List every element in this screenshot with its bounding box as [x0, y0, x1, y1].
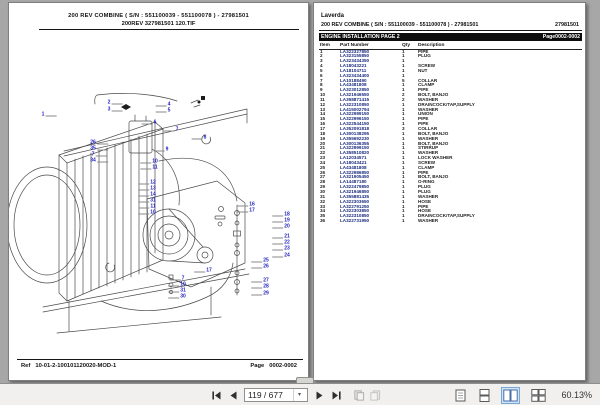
cell-part-number[interactable]: LA10188490: [340, 78, 367, 83]
cell-description: WASHER: [418, 151, 439, 156]
cell-description: PLUG: [418, 185, 431, 190]
parts-table-wrap: [319, 43, 582, 224]
diagram-callout[interactable]: 19: [284, 217, 290, 224]
cell-qty: 3: [402, 127, 405, 131]
cell-description: PIPE: [418, 204, 429, 209]
cell-part-number[interactable]: LA322310850: [340, 102, 370, 107]
cell-part-number[interactable]: LA322327850: [340, 49, 370, 54]
cell-part-number[interactable]: LA323434350: [340, 59, 370, 64]
cell-qty: 1: [402, 165, 405, 170]
cell-qty: 1: [402, 185, 405, 190]
col-qty: Qty: [401, 43, 417, 50]
diagram-callout[interactable]: 11: [152, 164, 158, 171]
cell-qty: 1: [402, 122, 405, 127]
layout-continuous-button[interactable]: [477, 387, 492, 404]
cell-qty: 1: [402, 194, 405, 199]
previous-view-button[interactable]: [353, 389, 365, 401]
diagram-callout[interactable]: 20: [284, 223, 290, 230]
cell-description: HOSE: [418, 209, 432, 214]
diagram-callout[interactable]: 12: [150, 179, 156, 186]
cell-qty: 1: [402, 112, 405, 117]
diagram-callout[interactable]: 7: [175, 126, 179, 133]
cell-part-number[interactable]: LA300136355: [340, 141, 370, 146]
diagram-callout[interactable]: 5: [167, 107, 171, 114]
left-page-footer: [21, 363, 297, 369]
cell-part-number[interactable]: LA321946850: [340, 189, 370, 194]
cell-part-number[interactable]: LA322731950: [340, 219, 370, 224]
cell-part-number[interactable]: LA322544150: [340, 122, 370, 127]
page-dropdown-caret[interactable]: ▾: [293, 389, 305, 401]
cell-item: 7: [320, 78, 323, 83]
cell-qty: 5: [402, 78, 405, 83]
cell-item: 32: [320, 199, 326, 204]
cell-part-number[interactable]: LA43481808: [340, 83, 367, 88]
cell-part-number[interactable]: LA300138295: [340, 131, 370, 136]
cell-item: 29: [320, 185, 326, 190]
cell-part-number[interactable]: LA355692230: [340, 136, 370, 141]
left-page-subtitle: 200REV 327981501 120.TIF: [121, 20, 196, 27]
cell-description: CLAMP: [418, 83, 435, 88]
cell-item: 14: [320, 112, 326, 117]
col-item: Item: [319, 43, 339, 50]
page-number-box: [244, 388, 308, 402]
cell-part-number[interactable]: LA322986850: [340, 170, 370, 175]
cell-description: PIPE: [418, 117, 429, 122]
col-description: Description: [417, 43, 582, 50]
page-left-diagram: [8, 2, 309, 381]
diagram-callout[interactable]: 17: [249, 207, 255, 214]
cell-qty: 1: [402, 136, 405, 141]
diagram-callout[interactable]: 28: [263, 283, 269, 290]
page-number-input[interactable]: [245, 389, 293, 401]
cell-description: BOLT, BANJO: [418, 141, 449, 146]
diagram-callout[interactable]: 10: [150, 209, 156, 216]
cell-description: BOLT, BANJO: [418, 93, 449, 98]
cell-description: BOLT, BANJO: [418, 175, 449, 180]
cell-part-number[interactable]: LA323155850: [340, 54, 370, 59]
cell-qty: 1: [402, 156, 405, 161]
diagram-callout[interactable]: 7: [181, 275, 185, 282]
cell-item: 33: [320, 204, 326, 209]
cell-item: 8: [320, 83, 323, 88]
cell-part-number[interactable]: LA14487180: [340, 180, 367, 185]
page-layout-group: [453, 384, 592, 405]
cell-description: CLAMP: [418, 165, 435, 170]
cell-qty: 1: [402, 214, 405, 219]
cell-item: 9: [320, 88, 323, 93]
cell-item: 22: [320, 151, 326, 156]
page-nav-group: [210, 384, 381, 405]
diagram-callout[interactable]: 34: [90, 157, 96, 164]
cell-description: PIPE: [418, 170, 429, 175]
view-history-group: [353, 389, 381, 401]
parts-table-body: [319, 49, 582, 224]
cell-qty: 1: [402, 170, 405, 175]
cell-part-number[interactable]: LA352091818: [340, 127, 370, 131]
diagram-callout[interactable]: 8: [203, 134, 207, 141]
cell-part-number[interactable]: LA322791250: [340, 204, 370, 209]
cell-description: DRAINCOCK/TAP,SUPPLY: [418, 214, 475, 219]
layout-two-page-button[interactable]: [501, 387, 520, 404]
cell-qty: 1: [402, 102, 405, 107]
first-page-button[interactable]: [210, 389, 222, 401]
cell-qty: 1: [402, 189, 405, 194]
cell-description: DRAINCOCK/TAP,SUPPLY: [418, 102, 475, 107]
layout-two-page-continuous-button[interactable]: [529, 387, 548, 404]
cell-qty: 1: [402, 209, 405, 214]
cell-item: 20: [320, 141, 326, 146]
diagram-callout[interactable]: 35: [90, 145, 96, 152]
previous-page-button[interactable]: [227, 389, 239, 401]
cell-qty: 1: [402, 219, 405, 224]
cell-qty: 1: [402, 64, 405, 69]
cell-part-number[interactable]: LA322303650: [340, 199, 370, 204]
cell-item: 15: [320, 117, 326, 122]
cell-part-number[interactable]: LA18043421: [340, 160, 367, 165]
cell-part-number[interactable]: LA322479850: [340, 185, 370, 190]
cell-description: O-RING: [418, 180, 435, 185]
diagram-callout[interactable]: 17: [206, 267, 212, 274]
diagram-callout[interactable]: 6: [153, 119, 157, 126]
cell-item: 1: [320, 49, 323, 54]
cell-part-number[interactable]: LA358871415: [340, 97, 370, 102]
cell-part-number[interactable]: LA322310850: [340, 214, 370, 219]
diagram-callout[interactable]: 11: [150, 203, 156, 210]
cell-qty: 1: [402, 88, 405, 93]
bottom-toolbar: [0, 383, 600, 405]
cell-qty: 1: [402, 83, 405, 88]
cell-description: NUT: [418, 68, 428, 73]
diagram-callout[interactable]: 16: [249, 201, 255, 208]
footer-ref-value: 10-01-2-100101120020-MOD-1: [35, 363, 117, 369]
cell-qty: 1: [402, 49, 405, 54]
cell-qty: 1: [402, 117, 405, 122]
next-page-button[interactable]: [313, 389, 325, 401]
cell-description: PIPE: [418, 49, 429, 54]
cell-qty: 1: [402, 204, 405, 209]
cell-item: 12: [320, 102, 326, 107]
cell-part-number[interactable]: LA358510820: [340, 151, 370, 156]
cell-part-number[interactable]: LA43481808: [340, 165, 367, 170]
cell-item: 26: [320, 170, 326, 175]
cell-item: 34: [320, 209, 326, 214]
last-page-button[interactable]: [330, 389, 342, 401]
diagram-callout[interactable]: 18: [284, 211, 290, 218]
left-page-title: 200 REV COMBINE ( S/N : 551100039 - 551100078 ) - 27981501: [68, 13, 249, 19]
cell-description: PLUG: [418, 189, 431, 194]
cell-part-number[interactable]: LA355881435: [340, 194, 370, 199]
cell-part-number[interactable]: LA322999150: [340, 146, 370, 151]
section-title: ENGINE INSTALLATION PAGE 2: [321, 33, 400, 40]
diagram-callout[interactable]: 31: [180, 287, 186, 294]
section-page: Page0002-0002: [542, 33, 580, 40]
diagram-callout[interactable]: 24: [284, 252, 290, 259]
cell-qty: 2: [402, 93, 405, 98]
diagram-callout[interactable]: 7: [91, 151, 95, 158]
cell-item: 4: [320, 64, 323, 69]
diagram-callout[interactable]: 31: [150, 197, 156, 204]
diagram-callout[interactable]: 10: [152, 158, 158, 165]
layout-single-page-button[interactable]: [453, 387, 468, 404]
diagram-callout[interactable]: 29: [263, 290, 269, 297]
cell-item: 2: [320, 54, 323, 59]
cell-description: BOLT, BANJO: [418, 131, 449, 136]
cell-item: 24: [320, 160, 326, 165]
cell-item: 36: [320, 219, 326, 224]
diagram-callout[interactable]: 10: [180, 281, 186, 288]
cell-description: SCREW: [418, 160, 436, 165]
diagram-callout[interactable]: 4: [167, 101, 171, 108]
diagram-callout[interactable]: 13: [150, 185, 156, 192]
cell-part-number[interactable]: LA323434400: [340, 73, 370, 78]
cell-part-number[interactable]: LA322303850: [340, 209, 370, 214]
cell-item: 3: [320, 59, 323, 64]
diagram-callout[interactable]: 27: [263, 277, 269, 284]
section-title-bar: [319, 33, 582, 41]
diagram-callout[interactable]: 1: [41, 111, 45, 118]
cell-qty: 1: [402, 131, 405, 136]
cell-part-number[interactable]: LA322989150: [340, 112, 370, 117]
page-right-parts-list: [313, 2, 586, 381]
cell-qty: 1: [402, 151, 405, 156]
next-view-button[interactable]: [369, 389, 381, 401]
cell-description: STIRRUP: [418, 146, 439, 151]
footer-ref-label: Ref: [21, 363, 31, 369]
diagram-callout[interactable]: 26: [263, 263, 269, 270]
cell-item: 30: [320, 189, 326, 194]
cell-qty: 1: [402, 59, 405, 64]
cell-qty: 1: [402, 54, 405, 59]
footer-page-value: 0002-0002: [269, 363, 297, 369]
cell-description: PLUG: [418, 54, 431, 59]
cell-part-number[interactable]: LA321905450: [340, 175, 370, 180]
footer-rule: [17, 359, 303, 360]
diagram-callout[interactable]: 9: [165, 146, 169, 153]
cell-part-number[interactable]: LA415002794: [340, 107, 370, 112]
cell-description: PIPE: [418, 88, 429, 93]
cell-item: 13: [320, 107, 326, 112]
table-row: [319, 219, 582, 224]
cell-item: 35: [320, 214, 326, 219]
cell-description: SCREW: [418, 64, 436, 69]
cell-part-number[interactable]: LA18043221: [340, 64, 367, 69]
diagram-callout[interactable]: 14: [150, 191, 156, 198]
col-part-number: Part Number: [339, 43, 401, 50]
right-header-rule: [319, 30, 582, 31]
cell-description: WASHER: [418, 219, 439, 224]
cell-qty: 1: [402, 199, 405, 204]
cell-part-number[interactable]: LA321946550: [340, 93, 370, 98]
cell-description: PIPE: [418, 122, 429, 127]
cell-item: 10: [320, 93, 326, 98]
diagram-callout[interactable]: 23: [284, 245, 290, 252]
diagram-callout[interactable]: 21: [284, 233, 290, 240]
cell-item: 11: [320, 97, 325, 102]
zoom-level[interactable]: 60.13%: [561, 390, 592, 400]
cell-item: 25: [320, 165, 326, 170]
cell-qty: 1: [402, 68, 405, 73]
cell-part-number[interactable]: LA323012850: [340, 88, 370, 93]
cell-description: WASHER: [418, 97, 439, 102]
cell-description: WASHER: [418, 194, 439, 199]
diagram-callout[interactable]: 22: [284, 239, 290, 246]
diagram-callout[interactable]: 3: [107, 106, 111, 113]
cell-description: COLLAR: [418, 127, 438, 131]
cell-description: COLLAR: [418, 78, 438, 83]
cell-item: 5: [320, 68, 323, 73]
right-page-code: 27981501: [555, 21, 579, 28]
cell-item: 17: [320, 127, 326, 131]
cell-item: 19: [320, 136, 326, 141]
callout-layer: [9, 3, 309, 381]
cell-qty: 1: [402, 73, 405, 78]
cell-item: 18: [320, 131, 326, 136]
cell-qty: 1: [402, 146, 405, 151]
cell-item: 21: [320, 146, 326, 151]
cell-qty: 1: [402, 180, 405, 185]
cell-part-number[interactable]: LA18104711: [340, 68, 367, 73]
cell-description: WASHER: [418, 107, 439, 112]
right-page-title: 200 REV COMBINE ( S/N : 551100039 - 551100078 ) - 27981501: [321, 21, 479, 28]
cell-description: WASHER: [418, 136, 439, 141]
cell-item: 6: [320, 73, 323, 78]
cell-qty: 1: [402, 175, 405, 180]
cell-description: LOCK WASHER: [418, 156, 453, 161]
cell-item: 27: [320, 175, 326, 180]
cell-description: HOSE: [418, 199, 432, 204]
cell-description: UNION: [418, 112, 433, 117]
diagram-callout[interactable]: 25: [263, 257, 269, 264]
diagram-callout[interactable]: 26: [90, 139, 96, 146]
cell-item: 23: [320, 156, 326, 161]
cell-qty: 1: [402, 107, 405, 112]
footer-page-label: Page: [250, 363, 265, 369]
parts-table: [319, 43, 582, 224]
diagram-callout[interactable]: 30: [180, 293, 186, 300]
cell-qty: 1: [402, 160, 405, 165]
right-page-header: [321, 22, 579, 28]
cell-qty: 1: [402, 141, 405, 146]
diagram-callout[interactable]: 2: [107, 99, 111, 106]
cell-part-number[interactable]: LA322996150: [340, 117, 370, 122]
cell-part-number[interactable]: LA12034571: [340, 156, 367, 161]
cell-item: 28: [320, 180, 326, 185]
brand-name: Laverda: [321, 13, 345, 19]
cell-qty: 2: [402, 97, 405, 102]
cell-item: 16: [320, 122, 326, 127]
cell-item: 31: [320, 194, 326, 199]
